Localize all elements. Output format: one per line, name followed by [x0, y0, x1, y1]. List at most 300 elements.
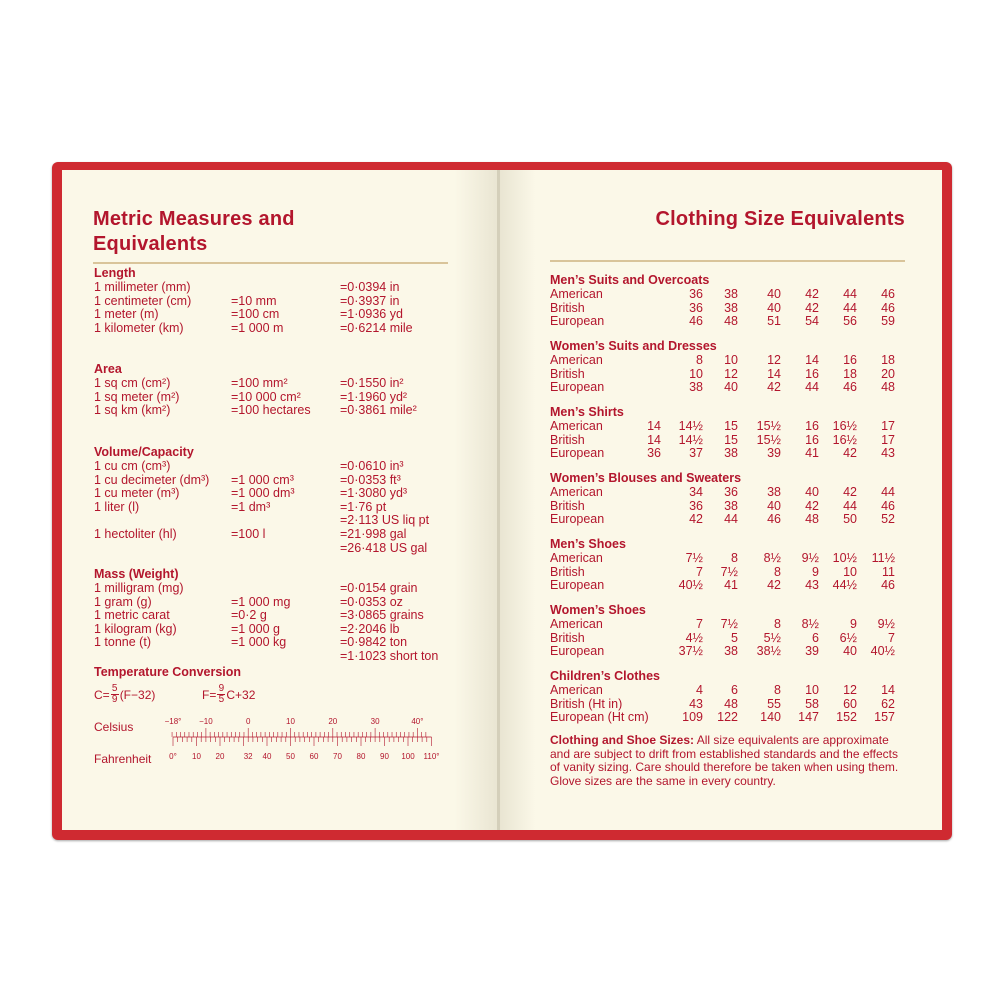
size-value: 157 — [874, 710, 895, 725]
table-row — [62, 581, 498, 595]
size-value: 38 — [689, 380, 703, 395]
size-value: 38 — [724, 498, 738, 513]
note-line: Glove sizes are the same in every country. — [550, 773, 776, 788]
size-value: 5 — [731, 630, 738, 645]
size-value: 11 — [882, 564, 895, 579]
metric-equivalent: =1 000 g — [231, 621, 281, 636]
table-row — [500, 578, 942, 592]
size-value: 7 — [888, 630, 895, 645]
size-value: 14½ — [678, 432, 703, 447]
size-value: 43 — [881, 446, 895, 461]
table-row — [500, 485, 942, 499]
size-value: 46 — [843, 380, 857, 395]
page-title-line1: Metric Measures and — [93, 208, 295, 230]
fahrenheit-tick-label: 40 — [262, 752, 272, 761]
size-value: 42 — [689, 512, 703, 527]
formula-c-suffix: (F−32) — [119, 687, 156, 702]
size-system-label: European — [550, 644, 605, 659]
table-row — [62, 280, 498, 294]
size-value: 46 — [689, 314, 703, 329]
section-heading: Men’s Suits and Overcoats — [550, 273, 710, 287]
metric-equivalent: =100 cm — [231, 307, 280, 322]
note-line: of vanity sizing. Care should therefore be taken when using them. — [550, 760, 899, 774]
unit-name: 1 sq km (km²) — [94, 403, 171, 418]
table-row — [500, 314, 942, 328]
imperial-equivalent: =2·2046 lb — [340, 621, 400, 636]
table-row — [62, 473, 498, 487]
page-title-line2: Equivalents — [93, 233, 208, 255]
table-row — [500, 683, 942, 697]
size-value: 14 — [647, 432, 661, 447]
size-value: 51 — [767, 314, 781, 329]
imperial-equivalent: =0·9842 ton — [340, 635, 408, 650]
celsius-tick-label: 20 — [328, 717, 338, 726]
size-value: 60 — [843, 696, 857, 711]
size-value: 6 — [812, 630, 819, 645]
size-value: 41 — [805, 446, 819, 461]
size-value: 40½ — [678, 578, 703, 593]
note-heading: Clothing and Shoe Sizes: — [550, 733, 695, 747]
size-system-label: European — [550, 446, 605, 461]
size-value: 48 — [805, 512, 819, 527]
imperial-equivalent: =0·0154 grain — [340, 581, 418, 595]
left-page — [62, 170, 498, 830]
size-value: 8 — [774, 683, 781, 697]
unit-name: 1 sq meter (m²) — [94, 389, 180, 404]
size-value: 147 — [798, 710, 819, 725]
size-value: 43 — [805, 578, 819, 593]
imperial-equivalent: =1·3080 yd³ — [340, 486, 408, 501]
size-value: 36 — [689, 300, 703, 315]
size-system-label: British — [550, 366, 585, 381]
imperial-equivalent: =0·0353 oz — [340, 594, 403, 609]
unit-name: 1 cu meter (m³) — [94, 486, 180, 501]
size-value: 34 — [689, 485, 703, 499]
fahrenheit-tick-label: 70 — [333, 752, 342, 761]
size-value: 16½ — [832, 419, 857, 433]
table-row — [62, 486, 498, 500]
size-value: 7½ — [685, 551, 703, 565]
size-system-label: British — [550, 498, 585, 513]
celsius-tick-label: −18° — [164, 717, 182, 726]
imperial-equivalent: =0·0353 ft³ — [340, 472, 401, 487]
size-value: 9½ — [877, 617, 895, 631]
fahrenheit-tick-label: 10 — [192, 752, 201, 761]
size-value: 7½ — [720, 617, 738, 631]
size-system-label: American — [550, 617, 603, 631]
formula-f-fraction — [217, 684, 225, 705]
formula-c-numerator: 5 — [111, 683, 118, 694]
size-system-label: European — [550, 314, 605, 329]
size-value: 8 — [774, 617, 781, 631]
unit-name: 1 meter (m) — [94, 307, 159, 322]
size-value: 15 — [724, 419, 738, 433]
section-heading: Mass (Weight) — [94, 567, 179, 581]
metric-equivalent: =100 hectares — [231, 403, 311, 418]
size-value: 42 — [805, 287, 819, 301]
size-system-label: American — [550, 353, 603, 367]
table-row — [500, 433, 942, 447]
metric-equivalent: =1 000 kg — [231, 635, 287, 650]
page-title: Clothing Size Equivalents — [655, 208, 905, 230]
size-value: 38 — [767, 485, 781, 499]
size-value: 8 — [774, 564, 781, 579]
fahrenheit-label: Fahrenheit — [94, 752, 152, 766]
size-value: 36 — [689, 287, 703, 301]
size-value: 7 — [696, 617, 703, 631]
size-value: 39 — [767, 446, 781, 461]
size-system-label: British (Ht in) — [550, 696, 623, 711]
fahrenheit-tick-label: 0° — [169, 752, 177, 761]
table-row — [500, 499, 942, 513]
size-value: 4½ — [685, 630, 703, 645]
table-row — [500, 512, 942, 526]
unit-name: 1 kilometer (km) — [94, 320, 184, 335]
section-heading: Men’s Shoes — [550, 537, 626, 551]
size-value: 16½ — [832, 432, 857, 447]
imperial-equivalent: =21·998 gal — [340, 527, 407, 541]
unit-name: 1 tonne (t) — [94, 635, 151, 650]
size-value: 122 — [717, 710, 738, 725]
size-value: 44 — [881, 485, 895, 499]
fahrenheit-tick-label: 90 — [380, 752, 389, 761]
size-system-label: American — [550, 485, 603, 499]
size-value: 50 — [843, 512, 857, 527]
imperial-equivalent: =1·1023 short ton — [340, 649, 439, 663]
celsius-tick-label: 10 — [286, 717, 295, 726]
size-value: 12 — [724, 366, 738, 381]
title-divider — [93, 262, 448, 264]
size-value: 12 — [843, 683, 857, 697]
size-value: 15 — [724, 432, 738, 447]
fahrenheit-tick-label: 32 — [243, 752, 253, 761]
size-system-label: American — [550, 419, 603, 433]
formula-c-fraction — [111, 684, 119, 705]
size-value: 38 — [724, 446, 738, 461]
formula-c-denominator: 9 — [111, 694, 118, 705]
table-row — [62, 459, 498, 473]
size-value: 17 — [881, 419, 895, 433]
table-row — [500, 631, 942, 645]
celsius-formula — [94, 684, 155, 705]
size-value: 55 — [767, 696, 781, 711]
imperial-equivalent: =1·0936 yd — [340, 307, 403, 322]
size-value: 10 — [843, 564, 857, 579]
size-value: 17 — [881, 432, 895, 447]
size-system-label: British — [550, 630, 585, 645]
unit-name: 1 liter (l) — [94, 499, 140, 514]
size-system-label: European — [550, 512, 605, 527]
metric-equivalent: =1 000 cm³ — [231, 472, 294, 487]
celsius-tick-label: 40° — [411, 717, 424, 726]
size-value: 44 — [724, 512, 738, 527]
size-value: 10 — [689, 366, 703, 381]
imperial-equivalent: =3·0865 grains — [340, 608, 424, 623]
table-row — [500, 419, 942, 433]
size-value: 8 — [696, 353, 703, 367]
metric-equivalent: =1 000 mg — [231, 594, 291, 609]
table-row — [500, 301, 942, 315]
formula-f-numerator: 9 — [218, 683, 225, 694]
table-row — [500, 367, 942, 381]
size-value: 8½ — [763, 551, 781, 565]
size-value: 9 — [850, 617, 857, 631]
size-value: 4 — [696, 683, 703, 697]
size-value: 52 — [881, 512, 895, 527]
size-value: 42 — [805, 300, 819, 315]
table-row — [62, 608, 498, 622]
size-value: 48 — [881, 380, 895, 395]
size-value: 44 — [843, 300, 857, 315]
imperial-equivalent: =0·0394 in — [340, 280, 400, 294]
table-row — [500, 551, 942, 565]
table-row — [500, 380, 942, 394]
formula-f-prefix: F= — [202, 687, 217, 702]
size-system-label: British — [550, 564, 585, 579]
size-value: 42 — [767, 578, 781, 593]
size-value: 14 — [881, 683, 895, 697]
note-line: and are subject to drift from established standards and the effects — [550, 746, 898, 761]
section-heading: Length — [94, 266, 136, 280]
table-row — [62, 649, 498, 663]
size-value: 18 — [843, 366, 857, 381]
imperial-equivalent: =26·418 US gal — [340, 540, 428, 555]
imperial-equivalent: =0·3937 in — [340, 293, 400, 308]
size-value: 20 — [881, 366, 895, 381]
size-value: 42 — [843, 485, 857, 499]
imperial-equivalent: =0·6214 mile — [340, 320, 413, 335]
size-value: 42 — [805, 498, 819, 513]
size-value: 59 — [881, 314, 895, 329]
size-value: 46 — [881, 287, 895, 301]
table-row — [62, 307, 498, 321]
size-value: 10 — [724, 353, 738, 367]
table-row — [500, 710, 942, 724]
size-value: 41 — [724, 578, 738, 593]
size-value: 11½ — [871, 551, 895, 565]
unit-name: 1 milligram (mg) — [94, 581, 184, 595]
celsius-label: Celsius — [94, 720, 134, 734]
metric-equivalent: =100 mm² — [231, 376, 288, 390]
table-row — [62, 595, 498, 609]
size-value: 42 — [843, 446, 857, 461]
section-heading: Area — [94, 362, 122, 376]
size-value: 14½ — [678, 419, 703, 433]
table-row — [62, 527, 498, 541]
size-value: 37 — [689, 446, 703, 461]
size-value: 152 — [836, 710, 857, 725]
size-value: 15½ — [756, 432, 781, 447]
fahrenheit-formula — [202, 684, 255, 705]
metric-equivalent: =0·2 g — [231, 608, 267, 623]
size-system-label: American — [550, 683, 603, 697]
celsius-tick-label: −10 — [199, 717, 213, 726]
section-heading: Volume/Capacity — [94, 445, 194, 459]
size-value: 36 — [724, 485, 738, 499]
table-row — [500, 644, 942, 658]
fahrenheit-tick-label: 50 — [286, 752, 295, 761]
table-row — [62, 513, 498, 527]
size-value: 7 — [696, 564, 703, 579]
size-value: 40 — [767, 300, 781, 315]
size-system-label: European (Ht cm) — [550, 710, 649, 725]
metric-equivalent: =1 000 m — [231, 320, 284, 335]
table-row — [500, 287, 942, 301]
sizes-note — [550, 734, 898, 788]
size-value: 46 — [881, 498, 895, 513]
size-value: 42 — [767, 380, 781, 395]
metric-equivalent: =100 l — [231, 527, 266, 541]
metric-equivalent: =1 dm³ — [231, 499, 271, 514]
imperial-equivalent: =0·3861 mile² — [340, 403, 417, 418]
size-value: 15½ — [756, 419, 781, 433]
imperial-equivalent: =1·76 pt — [340, 499, 387, 514]
table-row — [62, 500, 498, 514]
table-row — [62, 294, 498, 308]
size-value: 18 — [881, 353, 895, 367]
fahrenheit-tick-label: 20 — [215, 752, 225, 761]
size-value: 16 — [805, 366, 819, 381]
size-value: 14 — [805, 353, 819, 367]
size-value: 38 — [724, 287, 738, 301]
unit-name: 1 centimeter (cm) — [94, 293, 192, 308]
size-value: 8½ — [801, 617, 819, 631]
metric-equivalent: =10 mm — [231, 293, 277, 308]
size-value: 56 — [843, 314, 857, 329]
size-value: 14 — [647, 419, 661, 433]
formula-f-denominator: 5 — [218, 694, 225, 705]
celsius-tick-label: 30 — [370, 717, 380, 726]
unit-name: 1 kilogram (kg) — [94, 621, 177, 636]
unit-name: 1 cu decimeter (dm³) — [94, 472, 210, 487]
section-heading: Men’s Shirts — [550, 405, 624, 419]
size-system-label: British — [550, 432, 585, 447]
table-row — [62, 390, 498, 404]
fahrenheit-tick-label: 100 — [401, 752, 415, 761]
imperial-equivalent: =0·1550 in² — [340, 376, 404, 390]
unit-name: 1 sq cm (cm²) — [94, 376, 171, 390]
size-value: 5½ — [763, 630, 781, 645]
formula-c-prefix: C= — [94, 687, 110, 702]
imperial-equivalent: =1·1960 yd² — [340, 389, 408, 404]
unit-name: 1 cu cm (cm³) — [94, 459, 171, 473]
right-page — [500, 170, 942, 830]
fahrenheit-tick-label: 110° — [423, 752, 440, 761]
fahrenheit-tick-label: 80 — [356, 752, 366, 761]
section-heading: Women’s Shoes — [550, 603, 646, 617]
table-row — [62, 541, 498, 555]
unit-name: 1 millimeter (mm) — [94, 280, 191, 294]
size-value: 44 — [843, 287, 857, 301]
size-system-label: American — [550, 551, 603, 565]
size-value: 10½ — [832, 551, 857, 565]
size-value: 36 — [647, 446, 661, 461]
size-value: 9 — [812, 564, 819, 579]
size-value: 43 — [689, 696, 703, 711]
size-value: 48 — [724, 696, 738, 711]
table-row — [500, 446, 942, 460]
size-value: 46 — [767, 512, 781, 527]
imperial-equivalent: =2·113 US liq pt — [340, 513, 430, 528]
size-value: 38½ — [756, 644, 781, 659]
metric-equivalent: =1 000 dm³ — [231, 486, 295, 501]
table-row — [500, 353, 942, 367]
table-row — [62, 321, 498, 335]
size-value: 12 — [767, 353, 781, 367]
note-line: All size equivalents are approximate — [694, 733, 889, 747]
size-system-label: American — [550, 287, 603, 301]
size-value: 44½ — [832, 578, 857, 593]
size-value: 44 — [843, 498, 857, 513]
table-row — [62, 635, 498, 649]
metric-equivalent: =10 000 cm² — [231, 389, 301, 404]
size-value: 40 — [767, 287, 781, 301]
table-row — [62, 403, 498, 417]
size-value: 58 — [805, 696, 819, 711]
size-value: 37½ — [678, 644, 703, 659]
table-row — [500, 565, 942, 579]
fahrenheit-tick-label: 60 — [309, 752, 319, 761]
size-value: 6½ — [839, 630, 857, 645]
size-value: 40 — [805, 485, 819, 499]
size-value: 40 — [843, 644, 857, 659]
table-row — [500, 697, 942, 711]
size-value: 40½ — [870, 644, 895, 659]
size-value: 9½ — [801, 551, 819, 565]
size-value: 109 — [682, 710, 703, 725]
size-value: 38 — [724, 644, 738, 659]
section-heading: Children’s Clothes — [550, 669, 660, 683]
size-value: 54 — [805, 314, 819, 329]
size-value: 39 — [805, 644, 819, 659]
size-value: 16 — [843, 353, 857, 367]
size-value: 62 — [881, 696, 895, 711]
size-value: 46 — [881, 578, 895, 593]
size-value: 36 — [689, 498, 703, 513]
table-row — [500, 617, 942, 631]
size-value: 8 — [731, 551, 738, 565]
size-value: 7½ — [720, 564, 738, 579]
size-value: 40 — [724, 380, 738, 395]
formula-f-suffix: C+32 — [226, 687, 256, 702]
size-value: 16 — [805, 432, 819, 447]
unit-name: 1 gram (g) — [94, 594, 152, 609]
section-heading: Women’s Blouses and Sweaters — [550, 471, 742, 485]
size-value: 44 — [805, 380, 819, 395]
size-value: 10 — [805, 683, 819, 697]
size-value: 6 — [731, 683, 738, 697]
size-value: 140 — [760, 710, 781, 725]
celsius-tick-label: 0 — [245, 717, 251, 726]
size-system-label: European — [550, 380, 605, 395]
imperial-equivalent: =0·0610 in³ — [340, 459, 404, 473]
temperature-heading: Temperature Conversion — [94, 665, 242, 679]
title-divider — [550, 260, 905, 262]
unit-name: 1 hectoliter (hl) — [94, 527, 177, 541]
size-value: 14 — [767, 366, 781, 381]
table-row — [62, 376, 498, 390]
size-system-label: British — [550, 300, 585, 315]
size-value: 38 — [724, 300, 738, 315]
size-value: 40 — [767, 498, 781, 513]
size-system-label: European — [550, 578, 605, 593]
section-heading: Women’s Suits and Dresses — [550, 339, 717, 353]
size-value: 16 — [805, 419, 819, 433]
unit-name: 1 metric carat — [94, 608, 170, 623]
table-row — [62, 622, 498, 636]
size-value: 46 — [881, 300, 895, 315]
size-value: 48 — [724, 314, 738, 329]
